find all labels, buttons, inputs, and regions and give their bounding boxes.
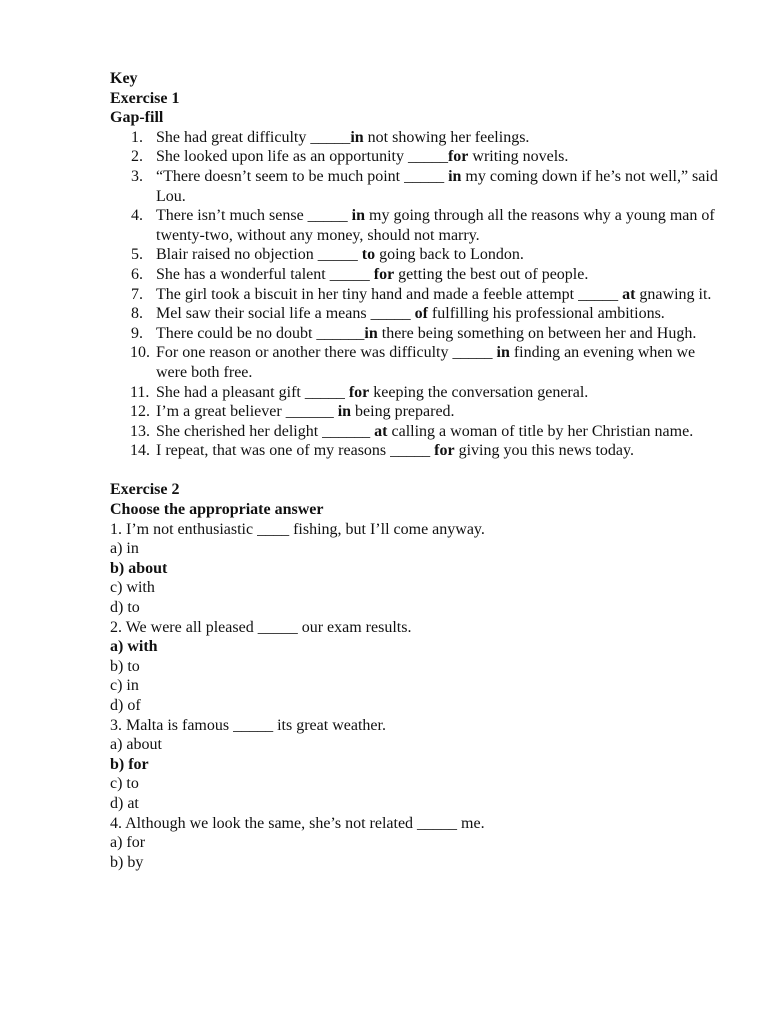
item-text-after: writing novels. bbox=[468, 148, 569, 166]
item-text-after: my coming down if he’s not well,” said Lou. bbox=[156, 167, 718, 205]
exercise1-item bbox=[110, 422, 730, 442]
exercise1-item bbox=[110, 147, 730, 167]
item-text-before: I repeat, that was one of my reasons _____ bbox=[156, 442, 435, 460]
item-text-before: I’m a great believer ______ bbox=[156, 403, 338, 421]
item-answer: in bbox=[337, 403, 352, 421]
item-answer: in bbox=[496, 344, 510, 362]
key-title: Key bbox=[110, 70, 138, 87]
answer-option: b) to bbox=[110, 657, 140, 675]
item-text-before: Mel saw their social life a means _____ bbox=[156, 305, 415, 323]
exercise2-list bbox=[110, 520, 730, 873]
item-answer: at bbox=[374, 422, 388, 440]
item-text-before: She had a pleasant gift _____ bbox=[156, 383, 349, 401]
exercise2-subtitle: Choose the appropriate answer bbox=[110, 501, 324, 519]
item-text-after: being prepared. bbox=[351, 403, 455, 421]
question-text: 3. Malta is famous _____ its great weather. bbox=[110, 716, 386, 734]
item-text-after: going back to London. bbox=[375, 246, 524, 264]
document-page bbox=[110, 69, 730, 872]
exercise1-item bbox=[110, 128, 730, 148]
item-answer: in bbox=[351, 207, 366, 225]
item-answer: at bbox=[622, 285, 636, 303]
item-answer: in bbox=[364, 324, 378, 342]
item-text-before: She looked upon life as an opportunity _____ bbox=[156, 148, 448, 166]
item-number: 4. bbox=[131, 207, 143, 225]
item-answer: for bbox=[348, 383, 370, 401]
exercise1-item bbox=[110, 441, 730, 461]
item-answer: in bbox=[350, 128, 364, 146]
item-answer: for bbox=[373, 265, 395, 283]
answer-option: d) at bbox=[110, 794, 139, 812]
item-text-before: “There doesn’t seem to be much point _____ bbox=[156, 167, 449, 185]
item-text-before: She had great difficulty _____ bbox=[156, 128, 351, 146]
item-number: 14. bbox=[130, 442, 150, 460]
item-answer: of bbox=[414, 305, 428, 323]
item-text-after: there being something on between her and Hugh. bbox=[377, 324, 697, 342]
exercise1-item bbox=[110, 245, 730, 265]
item-text-after: getting the best out of people. bbox=[394, 265, 589, 283]
item-number: 10. bbox=[130, 344, 150, 362]
question-text: 2. We were all pleased _____ our exam results. bbox=[110, 618, 412, 636]
item-number: 12. bbox=[130, 403, 150, 421]
exercise1-list bbox=[110, 128, 730, 461]
exercise1-item bbox=[110, 383, 730, 403]
item-text-after: fulfilling his professional ambitions. bbox=[427, 305, 665, 323]
item-text-after: gnawing it. bbox=[635, 285, 712, 303]
item-number: 5. bbox=[131, 246, 143, 264]
exercise1-item bbox=[110, 265, 730, 285]
answer-option: a) for bbox=[110, 834, 146, 852]
item-text-after: my going through all the reasons why a young man of twenty-two, without any money, should not marry. bbox=[156, 207, 715, 244]
answer-option: c) with bbox=[110, 579, 155, 597]
item-number: 7. bbox=[131, 285, 143, 303]
answer-option: d) of bbox=[110, 697, 141, 714]
exercise1-item bbox=[110, 304, 730, 324]
exercise1-item bbox=[110, 206, 730, 245]
item-number: 6. bbox=[131, 265, 143, 283]
exercise2-title: Exercise 2 bbox=[110, 481, 180, 499]
answer-option-correct: a) with bbox=[110, 638, 158, 656]
item-text-before: For one reason or another there was difficulty _____ bbox=[156, 344, 497, 362]
answer-option-correct: b) for bbox=[110, 755, 149, 773]
exercise1-item bbox=[110, 324, 730, 344]
item-text-after: finding an evening when we were both free. bbox=[156, 344, 696, 381]
item-text-before: There isn’t much sense _____ bbox=[156, 207, 352, 225]
exercise1-subtitle: Gap-fill bbox=[110, 109, 164, 127]
item-text-after: calling a woman of title by her Christian name. bbox=[387, 422, 694, 440]
item-text-after: not showing her feelings. bbox=[363, 128, 530, 146]
exercise1-item bbox=[110, 285, 730, 305]
item-text-before: There could be no doubt ______ bbox=[156, 324, 365, 342]
question-text: 4. Although we look the same, she’s not related _____ me. bbox=[110, 814, 485, 832]
item-text-before: She has a wonderful talent _____ bbox=[156, 265, 374, 283]
item-answer: for bbox=[447, 148, 469, 166]
item-number: 2. bbox=[131, 148, 143, 166]
item-number: 11. bbox=[130, 383, 150, 401]
exercise1-item bbox=[110, 343, 730, 382]
question-text: 1. I’m not enthusiastic ____ fishing, but I’ll come anyway. bbox=[110, 520, 485, 538]
answer-option: c) to bbox=[110, 775, 139, 793]
exercise1-title: Exercise 1 bbox=[110, 89, 180, 107]
answer-option: a) in bbox=[110, 540, 139, 558]
item-answer: for bbox=[434, 442, 455, 460]
answer-option: a) about bbox=[110, 736, 162, 754]
item-answer: in bbox=[448, 167, 462, 185]
answer-option-correct: b) about bbox=[110, 559, 168, 577]
item-text-before: The girl took a biscuit in her tiny hand and made a feeble attempt _____ bbox=[156, 285, 623, 303]
item-text-after: keeping the conversation general. bbox=[369, 383, 589, 401]
answer-option: b) by bbox=[110, 853, 144, 871]
exercise1-item bbox=[110, 167, 730, 206]
item-number: 3. bbox=[131, 167, 143, 185]
item-answer: to bbox=[361, 246, 376, 264]
exercise1-item bbox=[110, 402, 730, 422]
item-text-before: She cherished her delight ______ bbox=[156, 422, 375, 440]
item-number: 1. bbox=[131, 128, 143, 146]
item-number: 9. bbox=[131, 324, 143, 342]
item-text-after: giving you this news today. bbox=[454, 442, 634, 460]
item-text-before: Blair raised no objection _____ bbox=[156, 246, 362, 264]
answer-option: c) in bbox=[110, 677, 139, 695]
item-number: 8. bbox=[131, 305, 143, 323]
answer-option: d) to bbox=[110, 599, 140, 617]
item-number: 13. bbox=[130, 422, 150, 440]
spacer bbox=[110, 461, 730, 481]
